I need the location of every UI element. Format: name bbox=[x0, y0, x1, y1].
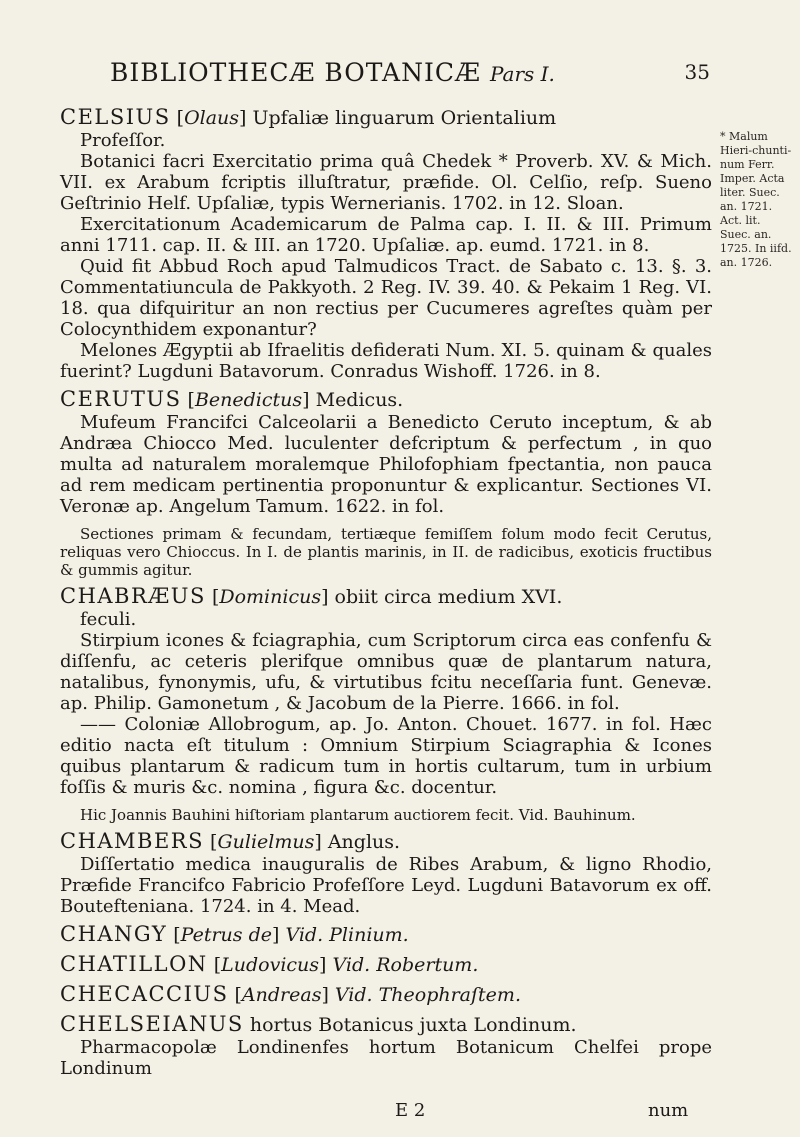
entry-given-name: Petrus de bbox=[180, 924, 272, 946]
entry-name: CHELSEIANUS bbox=[60, 1012, 244, 1036]
entry-line: feculi. bbox=[80, 609, 137, 630]
entry-name: CHABRÆUS bbox=[60, 584, 206, 608]
running-header bbox=[110, 58, 710, 98]
entry-title: Vid. Robertum. bbox=[332, 954, 479, 976]
margin-note: * Malum Hieri-chunti-num Ferr. Imper. Acta liter. Suec. an. 1721. Act. lit. Suec. an. 1725. In iifd. an. 1726. bbox=[720, 130, 792, 269]
entry-title: Vid. Theophraſtem. bbox=[334, 984, 521, 1006]
entry-title: obiit circa medium XVI. bbox=[334, 586, 563, 608]
catchword: num bbox=[648, 1100, 689, 1121]
entry-given-name: Benedictus bbox=[194, 389, 303, 411]
entry-name: CHANGY bbox=[60, 922, 168, 946]
entry-title: Medicus. bbox=[315, 389, 404, 411]
entry-name: CHECACCIUS bbox=[60, 982, 229, 1006]
entry-given-name: Olaus bbox=[184, 107, 240, 129]
entry-note-text: Hic Joannis Bauhini hiſtoriam plantarum auctiorem fecit. Vid. Bauhinum. bbox=[80, 806, 636, 824]
entry-heading: CHATILLON [Ludovicus] Vid. Robertum. bbox=[60, 952, 479, 976]
entry-line: Profeſſor. bbox=[80, 130, 166, 151]
signature-mark: E 2 bbox=[395, 1100, 426, 1121]
entry-heading: CERUTUS [Benedictus] Medicus. bbox=[60, 387, 404, 411]
entry-name: CHATILLON bbox=[60, 952, 208, 976]
entry-line: Botanici facri Exercitatio prima quâ Chedek * Proverb. XV. & Mich. VII. ex Arabum fcriptis illuſtratur, præfide. Ol. Celſio, reſp. Sueno Geſtrinio Helf. Upſaliæ, typis Wernerianis. 1702. in 12. Sloan. bbox=[60, 151, 712, 214]
entry-heading: CHECACCIUS [Andreas] Vid. Theophraſtem. bbox=[60, 982, 521, 1006]
page-number: 35 bbox=[684, 60, 710, 84]
entry-name: CELSIUS bbox=[60, 105, 171, 129]
entry-note-text: Sectiones primam & fecundam, tertiæque femiſſem folum modo fecit Cerutus, reliquas vero Chioccus. In I. de plantis marinis, in II. de radicibus, exoticis fructibus & gummis agitur. bbox=[60, 525, 712, 579]
entry-line: —— Coloniæ Allobrogum, ap. Jo. Anton. Chouet. 1677. in fol. Hæc editio nacta eſt titulum : Omnium Stirpium Sciagraphia & Icones quibus plantarum & radicum tum in hortis cultarum, tum in urbium foſſis & muris &c. nomina , figura &c. docentur. bbox=[60, 714, 712, 798]
entry-line: Melones Ægyptii ab Ifraelitis defiderati Num. XI. 5. quinam & quales fuerint? Lugduni Batavorum. Conradus Wishoff. 1726. in 8. bbox=[60, 340, 712, 382]
part-label: Pars I. bbox=[489, 62, 555, 86]
entry-given-name: Ludovicus bbox=[221, 954, 320, 976]
entry-given-name: Gulielmus bbox=[217, 831, 315, 853]
entry-heading: CHANGY [Petrus de] Vid. Plinium. bbox=[60, 922, 409, 946]
entry-title: Vid. Plinium. bbox=[285, 924, 409, 946]
entry-note bbox=[60, 806, 712, 824]
running-title: BIBLIOTHECÆ BOTANICÆ Pars I. bbox=[110, 58, 555, 87]
main-text bbox=[60, 100, 712, 1079]
entry-heading: CHABRÆUS [Dominicus] obiit circa medium XVI. bbox=[60, 584, 563, 608]
entry-line: Diſſertatio medica inauguralis de Ribes Arabum, & ligno Rhodio, Præfide Francifco Fabricio Profeſſore Leyd. Lugduni Batavorum ex off. Boutefteniana. 1724. in 4. Mead. bbox=[60, 854, 712, 917]
entry-given-name: Dominicus bbox=[219, 586, 322, 608]
entry-heading: CELSIUS [Olaus] Upfaliæ linguarum Orientalium bbox=[60, 105, 557, 129]
entry-given-name: Andreas bbox=[241, 984, 322, 1006]
entry-note bbox=[60, 525, 712, 579]
entry-name: CERUTUS bbox=[60, 387, 182, 411]
entry-line: Pharmacopolæ Londinenfes hortum Botanicum Chelfei prope Londinum bbox=[60, 1037, 712, 1079]
entry-heading bbox=[60, 1013, 712, 1037]
entry-line: Exercitationum Academicarum de Palma cap. I. II. & III. Primum anni 1711. cap. II. & III. an 1720. Upſaliæ. ap. eumd. 1721. in 8. bbox=[60, 214, 712, 256]
entry-line: Mufeum Francifci Calceolarii a Benedicto Ceruto inceptum, & ab Andræa Chiocco Med. luculenter defcriptum & perfectum , in quo multa ad naturalem moralemque Philofophiam fpectantia, non pauca ad rem medicam pertinentia proponuntur & explicantur. Sectiones VI. Veronæ ap. Angelum Tamum. 1622. in fol. bbox=[60, 412, 712, 517]
entry-title: hortus Botanicus juxta Londinum. bbox=[249, 1014, 577, 1036]
entry-heading: CHAMBERS [Gulielmus] Anglus. bbox=[60, 829, 401, 853]
entry-name: CHAMBERS bbox=[60, 829, 205, 853]
entry-title: Anglus. bbox=[327, 831, 401, 853]
entry-title: Upfaliæ linguarum Orientalium bbox=[252, 107, 557, 129]
entry-line: Stirpium icones & fciagraphia, cum Scriptorum circa eas confenfu & diſſenfu, ac ceteris plerifque omnibus quæ de plantarum natura, natalibus, fynonymis, ufu, & virtutibus fcitu neceſſaria funt. Genevæ. ap. Philip. Gamonetum , & Jacobum de la Pierre. 1666. in fol. bbox=[60, 630, 712, 714]
entry-line: Quid fit Abbud Roch apud Talmudicos Tract. de Sabato c. 13. §. 3. Commentatiuncula de Pakkyoth. 2 Reg. IV. 39. 40. & Pekaim 1 Reg. VI. 18. qua difquiritur an non rectius per Cucumeres agreſtes quàm per Colocynthidem exponantur? bbox=[60, 256, 712, 340]
